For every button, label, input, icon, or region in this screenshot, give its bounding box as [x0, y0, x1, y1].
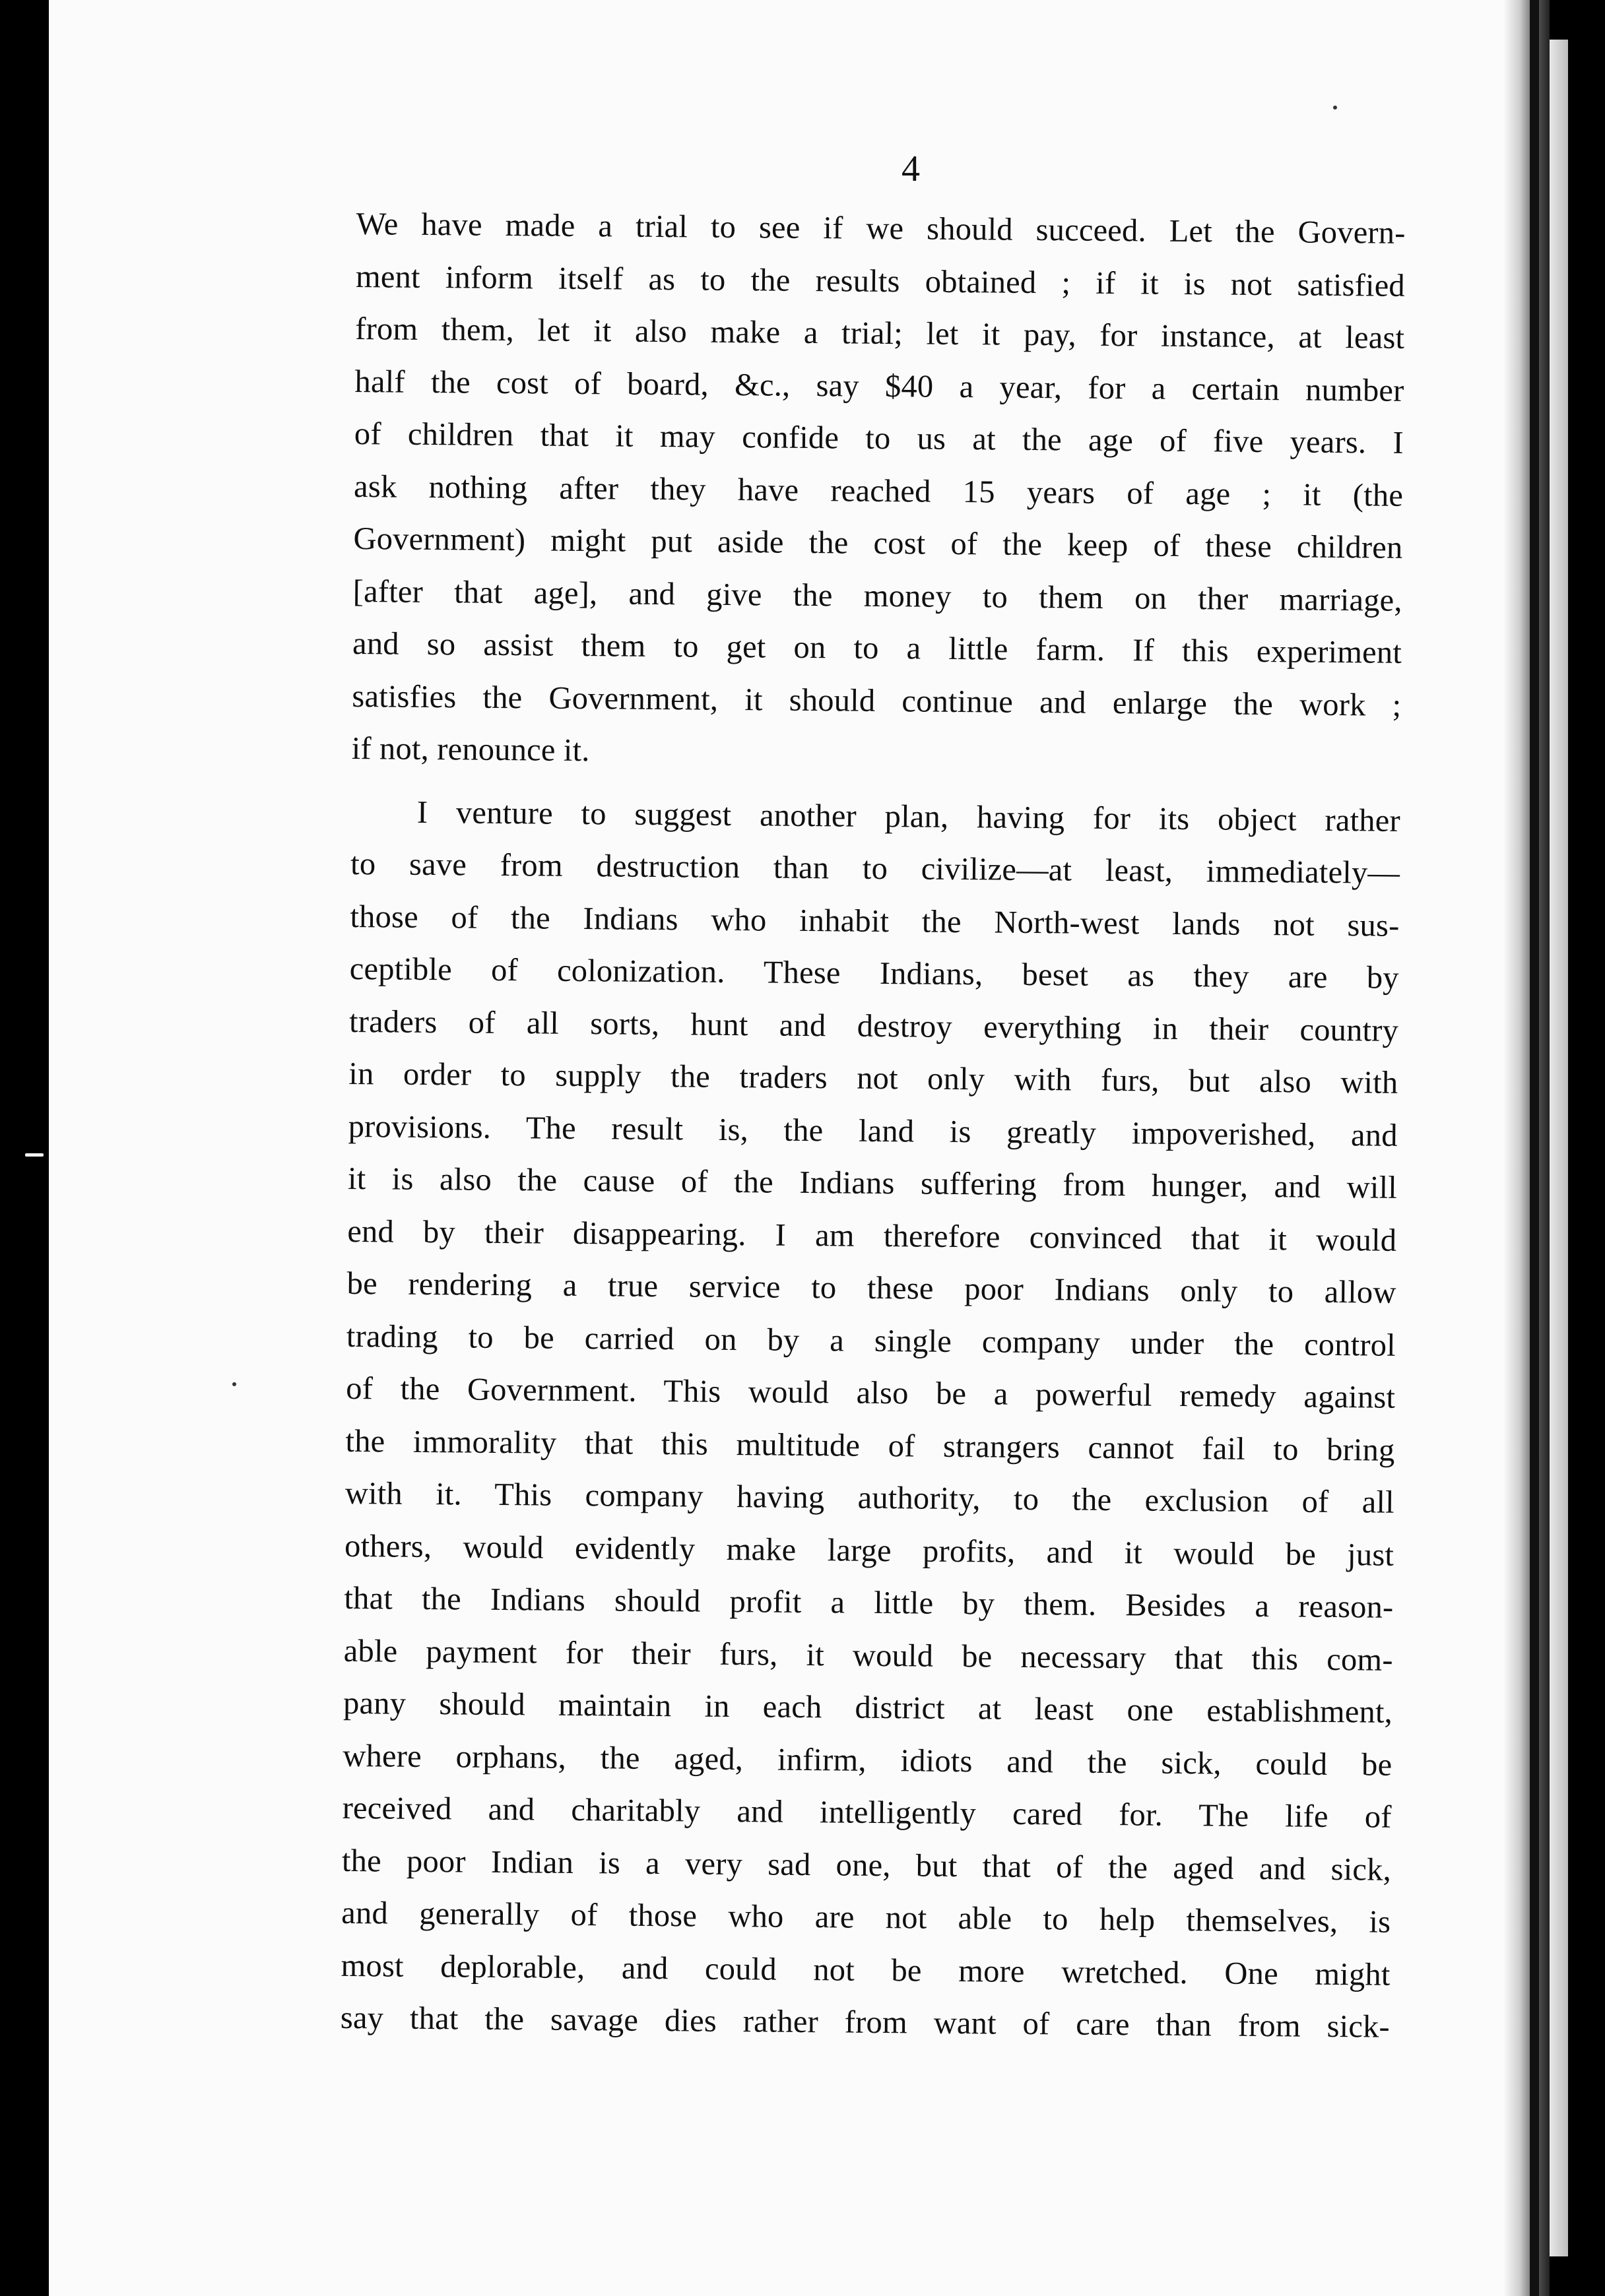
text-line: the immorality that this multitude of strangers cannot fail to bring — [345, 1423, 1395, 1468]
text-line: ment inform itself as to the results obtained ; if it is not satisfied — [355, 259, 1406, 303]
paragraph-2 — [341, 785, 1401, 2053]
text-line: We have made a trial to see if we should succeed. Let the Govern- — [356, 206, 1406, 251]
text-line: and so assist them to get on to a little farm. If this experiment — [352, 625, 1402, 670]
text-line: end by their disappearing. I am therefore convinced that it would — [347, 1213, 1397, 1258]
margin-mark — [25, 1153, 44, 1157]
text-line: satisfies the Government, it should continue and enlarge the work ; — [352, 678, 1402, 723]
text-line: pany should maintain in each district at least one establishment, — [343, 1685, 1393, 1730]
page-binding-edge — [1530, 0, 1539, 2296]
text-line: and generally of those who are not able to help themselves, is — [341, 1895, 1391, 1940]
text-line: trading to be carried on by a single company under the control — [346, 1318, 1396, 1363]
text-line: able payment for their furs, it would be necessary that this com- — [343, 1633, 1393, 1678]
text-line: that the Indians should profit a little by them. Besides a reason- — [344, 1580, 1394, 1625]
text-line: received and charitably and intelligently cared for. The life of — [342, 1790, 1392, 1835]
text-line: it is also the cause of the Indians suffering from hunger, and will — [347, 1161, 1398, 1205]
text-line: where orphans, the aged, infirm, idiots and the sick, could be — [343, 1738, 1392, 1783]
text-line: others, would evidently make large profits, and it would be just — [344, 1528, 1394, 1573]
paragraph-1 — [351, 198, 1406, 784]
adjacent-page-edge — [1550, 40, 1568, 2256]
text-line: ceptible of colonization. These Indians, beset as they are by — [349, 951, 1399, 996]
scan-speck — [232, 1382, 236, 1386]
text-line: from them, let it also make a trial; let it pay, for instance, at least — [355, 311, 1405, 356]
text-line: most deplorable, and could not be more wretched. One might — [341, 1948, 1391, 1993]
text-line: of the Government. This would also be a powerful remedy against — [346, 1370, 1396, 1415]
page-number: 4 — [901, 148, 920, 189]
text-line: I venture to suggest another plan, having for its object rather — [416, 794, 1401, 839]
text-line: provisions. The result is, the land is greatly impoverished, and — [348, 1108, 1398, 1153]
text-line: traders of all sorts, hunt and destroy everything in their country — [348, 1004, 1399, 1048]
body-text — [341, 198, 1406, 2053]
text-line: [after that age], and give the money to them on ther marriage, — [352, 573, 1402, 618]
scan-speck — [1333, 106, 1337, 110]
text-line: if not, renounce it. — [351, 730, 590, 769]
text-line: those of the Indians who inhabit the North-west lands not sus- — [350, 899, 1400, 943]
text-line: Government) might put aside the cost of the keep of these children — [353, 521, 1403, 565]
text-line: be rendering a true service to these poor Indians only to allow — [346, 1265, 1396, 1310]
text-line: to save from destruction than to civilize—at least, immediately— — [350, 846, 1400, 891]
text-line: ask nothing after they have reached 15 years of age ; it (the — [353, 468, 1404, 513]
text-line: half the cost of board, &c., say $40 a year, for a certain number — [354, 364, 1404, 408]
text-line: in order to supply the traders not only with furs, but also with — [348, 1056, 1398, 1100]
page-gutter-shadow — [1503, 0, 1550, 2296]
text-line: with it. This company having authority, to the exclusion of all — [344, 1475, 1395, 1520]
text-line: the poor Indian is a very sad one, but that of the aged and sick, — [341, 1843, 1392, 1888]
text-line: of children that it may confide to us at the age of five years. I — [354, 416, 1404, 461]
text-line: say that the savage dies rather from want of care than from sick- — [340, 2000, 1391, 2045]
